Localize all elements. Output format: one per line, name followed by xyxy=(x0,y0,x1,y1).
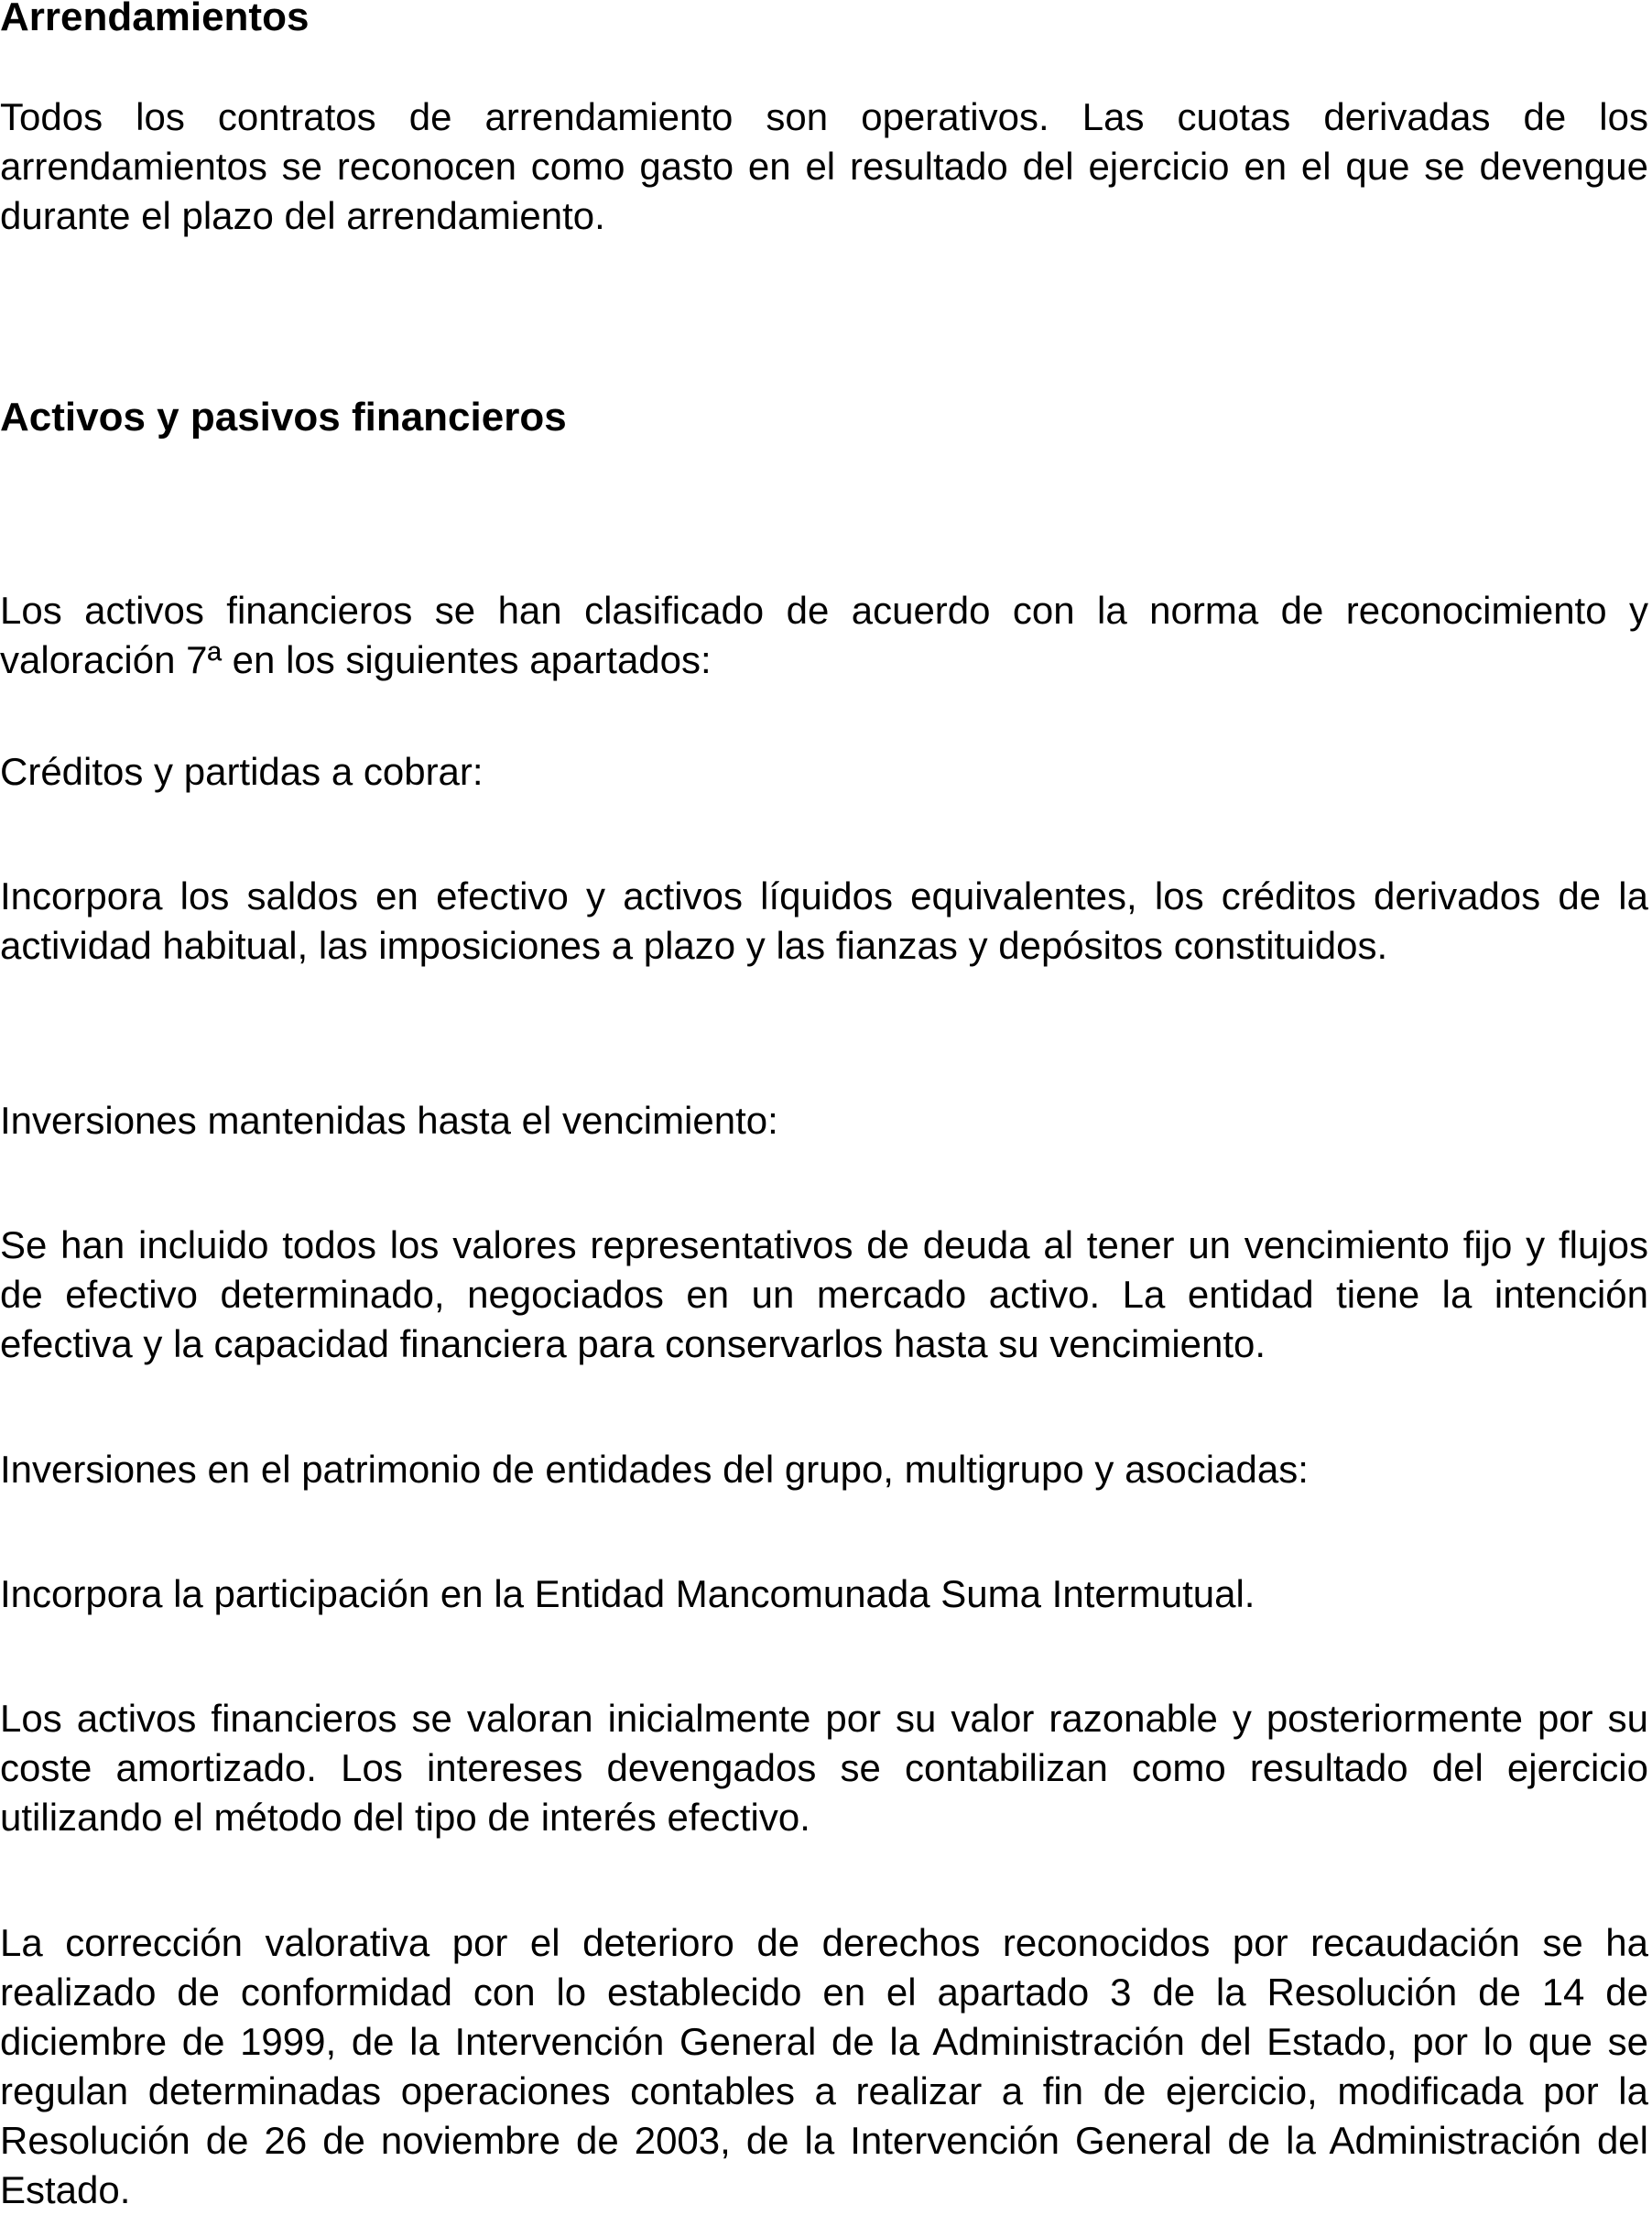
paragraph-valoracion: Los activos financieros se valoran inicialmente por su valor razonable y posteriormente por su coste amortizado. Los intereses devengados se contabilizan como resultado del ejercicio utilizando el método del tipo de interés efectivo. xyxy=(0,1697,1648,1839)
paragraph-inversiones: Se han incluido todos los valores representativos de deuda al tener un vencimiento fijo y flujos de efectivo determinado, negociados en un mercado activo. La entidad tiene la intención efectiva y la capacidad financiera para conservarlos hasta su vencimiento. xyxy=(0,1223,1648,1365)
paragraph-creditos: Incorpora los saldos en efectivo y activos líquidos equivalentes, los créditos derivados de la actividad habitual, las imposiciones a plazo y las fianzas y depósitos constituidos. xyxy=(0,874,1648,967)
label-creditos-partidas: Créditos y partidas a cobrar: xyxy=(0,750,484,793)
paragraph-participacion: Incorpora la participación en la Entidad Mancomunada Suma Intermutual. xyxy=(0,1572,1255,1615)
section-heading-activos-pasivos: Activos y pasivos financieros xyxy=(0,395,567,440)
label-inversiones-patrimonio: Inversiones en el patrimonio de entidades del grupo, multigrupo y asociadas: xyxy=(0,1448,1309,1491)
paragraph-arrendamientos: Todos los contratos de arrendamiento son operativos. Las cuotas derivadas de los arrendamientos se reconocen como gasto en el resultado del ejercicio en el que se devengue durante el plazo del arrendamiento. xyxy=(0,95,1648,237)
paragraph-correccion-valorativa: La corrección valorativa por el deterioro de derechos reconocidos por recaudación se ha realizado de conformidad con lo establecido en el apartado 3 de la Resolución de 14 de diciembre de 1999, de la Intervención General de la Administración del Estado, por lo que se regulan determinadas operaciones contables a realizar a fin de ejercicio, modificada por la Resolución de 26 de noviembre de 2003, de la Intervención General de la Administración del Estado. xyxy=(0,1921,1648,2211)
section-heading-arrendamientos: Arrendamientos xyxy=(0,0,310,39)
paragraph-intro-clasificacion: Los activos financieros se han clasificado de acuerdo con la norma de reconocimiento y valoración 7ª en los siguientes apartados: xyxy=(0,589,1648,681)
label-inversiones-vencimiento: Inversiones mantenidas hasta el vencimiento: xyxy=(0,1099,778,1142)
